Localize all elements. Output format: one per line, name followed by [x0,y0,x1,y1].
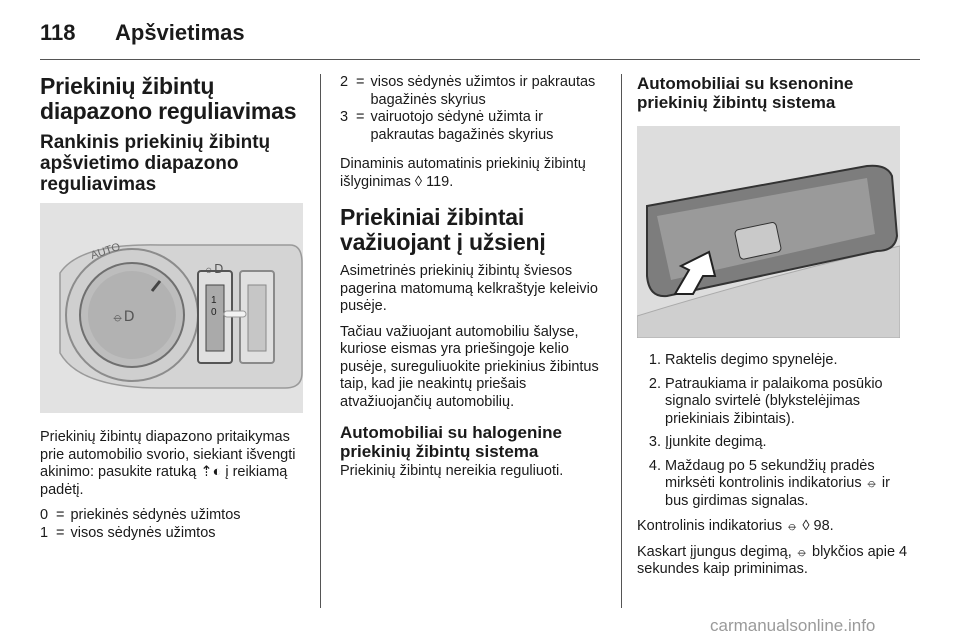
instruction-text: Priekinių žibintų diapazono pritaikymas prie automobilio svorio, siekiant išvengti akinimo: pasukite ratuką ⇡◐ į reikiamą padėtį. [40,429,296,498]
headlight-switch-figure [40,203,303,413]
subsection-halogen: Automobiliai su halogenine priekinių žibintų sistema [340,423,562,461]
paragraph: Tačiau važiuojant automobiliu šalyse, kuriose eismas yra priešingoje kelio pusėje, sureguliuokite priekinius žibintus taip, kad jie neakintų priešais atvažiuojančių automobilių. [340,323,599,410]
def-row: 0 = priekinės sėdynės užimtos [40,507,241,523]
figure-label-auto: AUTO [89,241,122,262]
list-item: 1. Raktelis degimo spynelėje. [665,352,912,370]
section-title-abroad: Priekiniai žibintai važiuojant į užsienį [340,204,546,255]
page-header [40,18,920,58]
lever-illustration [637,126,900,338]
column-1 [40,74,306,542]
subsection-xenon: Automobiliai su ksenonine priekinių žibintų sistema [637,74,854,112]
figure-label-1: 1 [211,295,217,306]
watermark: carmanualsonline.info [710,616,876,635]
paragraph: Kaskart įjungus degimą, ⦵ blykčios apie 4 sekundes kaip priminimas. [637,543,908,577]
column-3 [637,74,912,587]
def-row: 3 = vairuotojo sėdynė užimta ir pakrautas bagažinės skyrius [340,109,554,143]
header-divider [40,59,920,60]
column-divider-2 [621,74,622,608]
def-row: 1 = visos sėdynės užimtos [40,524,216,541]
paragraph: Priekinių žibintų nereikia reguliuoti. [340,463,564,479]
paragraph: Asimetrinės priekinių žibintų šviesos pagerina matomumą kelkraštyje keleivio pusėje. [340,263,598,314]
chapter-title: Apšvietimas [115,20,245,45]
column-divider-1 [320,74,321,608]
list-item: 2. Patraukiama ir palaikoma posūkio signalo svirtelė (blykstelėjimas priekiniais žibintais). [665,376,912,429]
paragraph: Kontrolinis indikatorius ⦵ ◊ 98. [637,518,834,534]
def-row: 2 = visos sėdynės užimtos ir pakrautas bagažinės skyrius [340,74,596,108]
list-item: 4. Maždaug po 5 sekundžių pradės mirksėti kontrolinis indikatorius ⦵ ir bus girdimas signalas. [665,458,912,511]
steps-list [637,352,912,510]
svg-text:⦵D: ⦵D [204,262,224,276]
light-switch-illustration [40,203,303,413]
list-item: 3. Įjunkite degimą. [665,434,912,452]
page-number: 118 [40,20,76,45]
dynamic-leveling-text: Dinaminis automatinis priekinių žibintų išlyginimas ◊ 119. [340,156,586,190]
svg-text:⦵D: ⦵D [112,309,135,325]
subsection-title: Rankinis priekinių žibintų apšvietimo diapazono reguliavimas [40,132,271,195]
turn-signal-lever-figure [637,126,900,338]
column-2 [340,74,605,489]
figure-label-0: 0 [211,307,217,318]
section-title: Priekinių žibintų diapazono reguliavimas [40,73,297,124]
